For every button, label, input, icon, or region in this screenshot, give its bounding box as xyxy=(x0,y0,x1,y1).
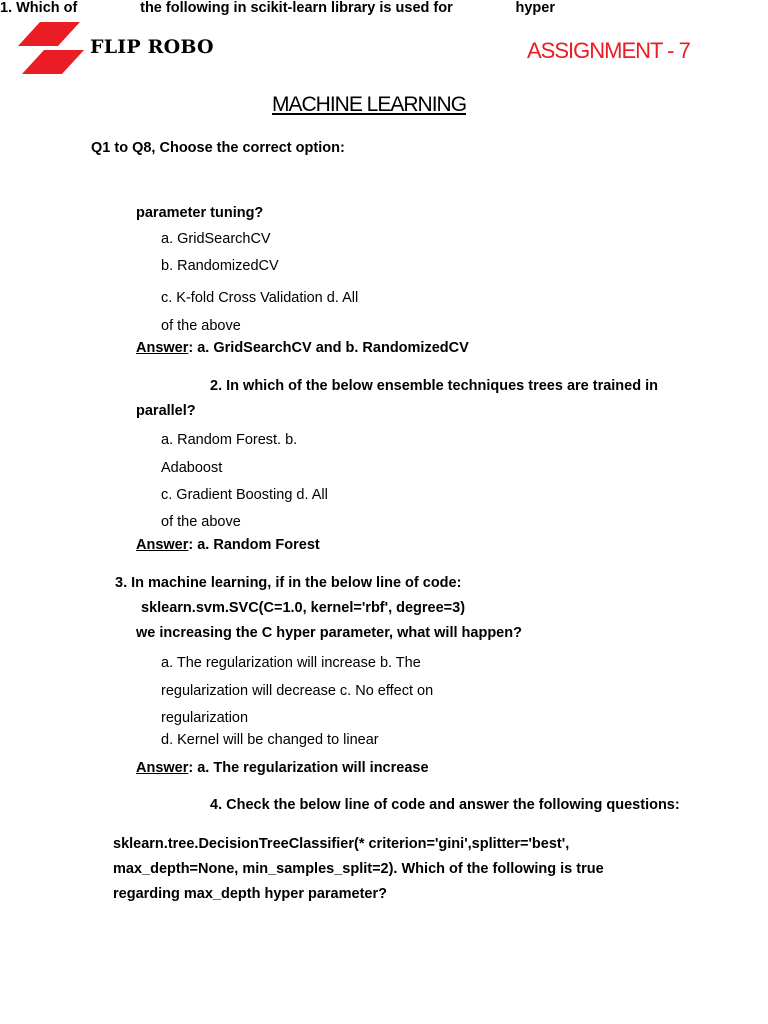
q4-code-line3: regarding max_depth hyper parameter? xyxy=(113,886,387,902)
q1-line2: parameter tuning? xyxy=(136,205,264,221)
q4-code-line2: max_depth=None, min_samples_split=2). Which of the following is true xyxy=(113,861,604,877)
q4-line1: 4. Check the below line of code and answer the following questions: xyxy=(210,797,680,813)
q3-answer xyxy=(136,760,429,776)
instructions: Q1 to Q8, Choose the correct option: xyxy=(91,140,345,156)
q1-answer xyxy=(136,340,469,356)
q3-line3: we increasing the C hyper parameter, what will happen? xyxy=(136,625,522,641)
q1-line1-part1: 1. Which of xyxy=(0,0,78,16)
q1-line1-part3: hyper xyxy=(515,0,555,16)
q2-answer-label: Answer xyxy=(136,537,189,553)
q1-line1-part2: the following in scikit-learn library is used for xyxy=(140,0,453,16)
q2-answer xyxy=(136,537,320,553)
q2-option-a-cont: Adaboost xyxy=(161,460,223,476)
brand-name: FLIP ROBO xyxy=(90,36,214,58)
q2-line2: parallel? xyxy=(136,403,196,419)
q1-option-a: a. GridSearchCV xyxy=(161,231,271,247)
q3-option-d: d. Kernel will be changed to linear xyxy=(161,732,379,748)
q1-option-c-cont: of the above xyxy=(161,318,241,334)
q2-answer-text: : a. Random Forest xyxy=(188,537,320,553)
q3-option-line2: regularization will decrease c. No effect on xyxy=(161,683,434,699)
assignment-label: ASSIGNMENT - 7 xyxy=(527,38,690,63)
q3-option-line3: regularization xyxy=(161,710,249,726)
q1-option-b: b. RandomizedCV xyxy=(161,258,279,274)
page-title: MACHINE LEARNING xyxy=(272,93,467,116)
q3-code: sklearn.svm.SVC(C=1.0, kernel='rbf', degree=3) xyxy=(141,600,466,616)
q3-answer-label: Answer xyxy=(136,760,189,776)
flip-robo-logo-icon xyxy=(18,22,84,74)
q2-option-c-cont: of the above xyxy=(161,514,241,530)
q1-line1 xyxy=(0,0,555,16)
q2-line1: 2. In which of the below ensemble techniques trees are trained in xyxy=(210,378,658,394)
q3-answer-text: : a. The regularization will increase xyxy=(188,760,429,776)
q2-option-c: c. Gradient Boosting d. All xyxy=(161,487,328,503)
q1-answer-text: : a. GridSearchCV and b. RandomizedCV xyxy=(188,340,469,356)
q3-option-line1: a. The regularization will increase b. The xyxy=(161,655,421,671)
q1-option-c: c. K-fold Cross Validation d. All xyxy=(161,290,359,306)
q1-answer-label: Answer xyxy=(136,340,189,356)
q3-line1: 3. In machine learning, if in the below line of code: xyxy=(115,575,462,591)
q2-option-a: a. Random Forest. b. xyxy=(161,432,298,448)
q4-code-line1: sklearn.tree.DecisionTreeClassifier(* criterion='gini',splitter='best', xyxy=(113,836,570,852)
